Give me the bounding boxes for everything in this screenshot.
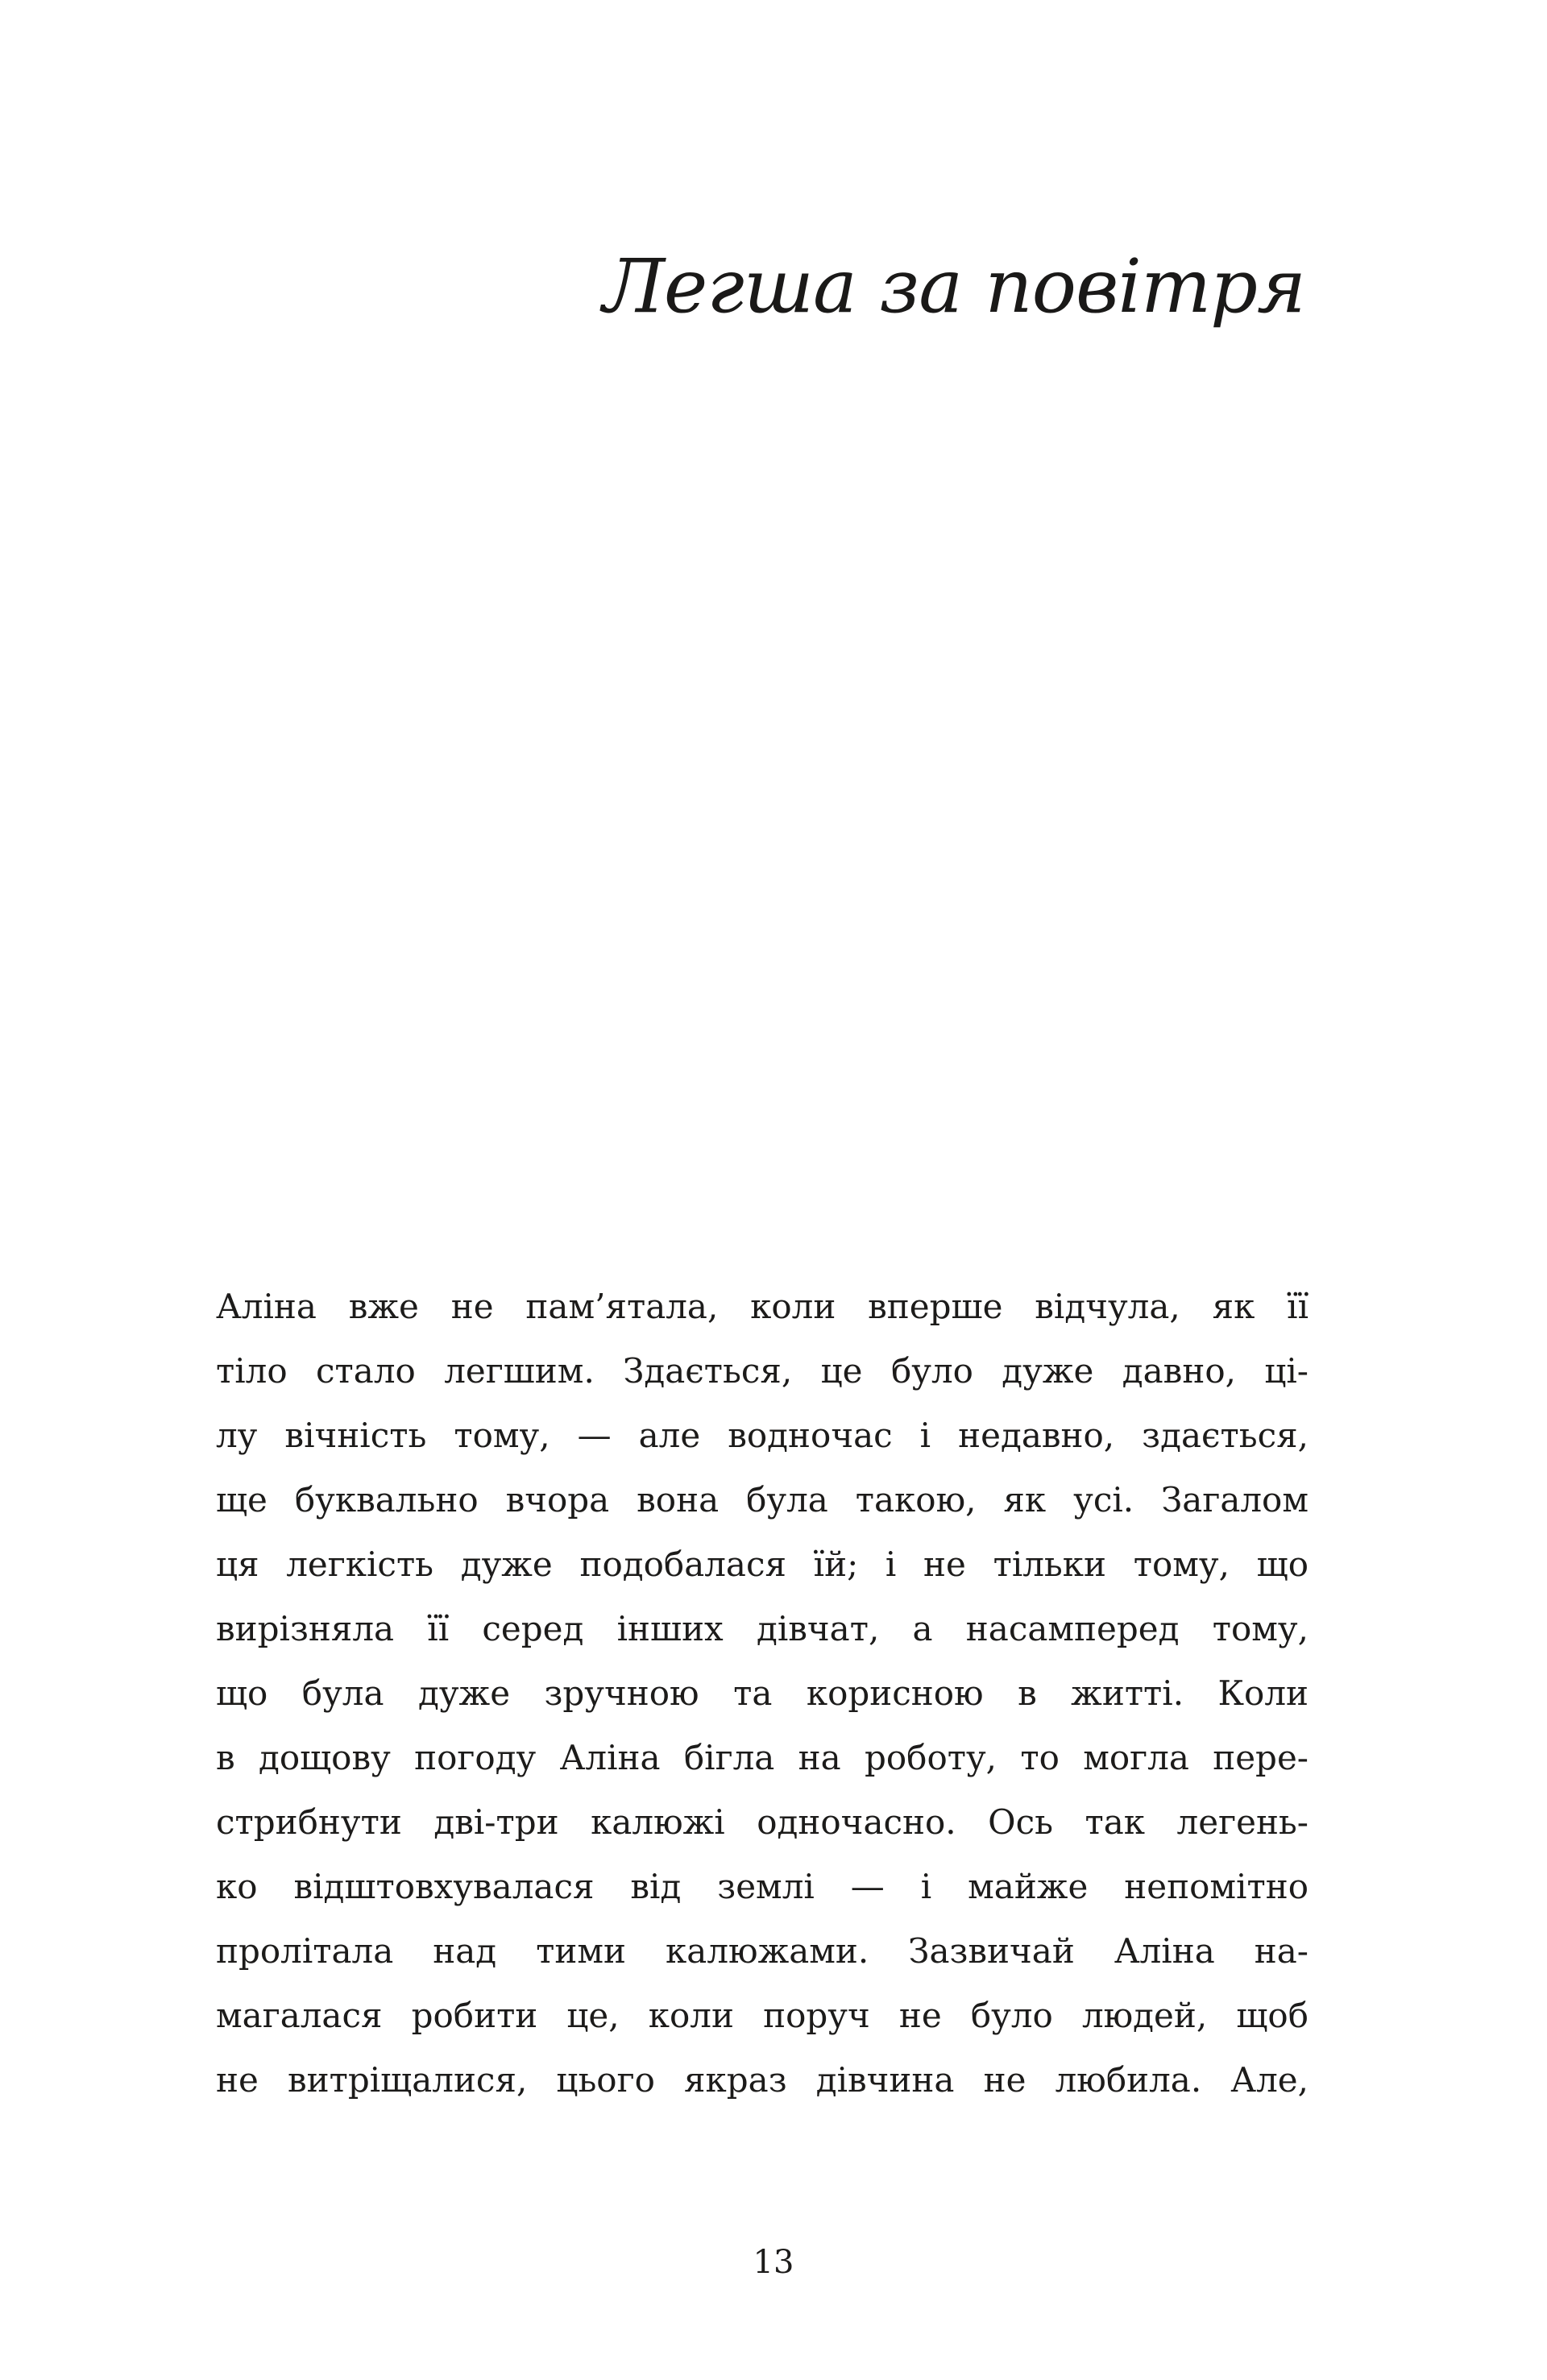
page-number: 13 [753,2244,794,2281]
text-line: ця легкість дуже подобалася їй; і не тільки тому, що [216,1545,1309,1584]
body-paragraph [216,1275,1309,2113]
text-line: не витріщалися, цього якраз дівчина не любила. Але, [216,2060,1309,2100]
text-line: вирізняла її серед інших дівчат, а насамперед тому, [216,1609,1309,1648]
text-line: стрибнути дві-три калюжі одночасно. Ось так легень- [216,1802,1309,1842]
text-line: пролітала над тими калюжами. Зазвичай Аліна на- [216,1931,1309,1971]
text-line: що була дуже зручною та корисною в житті. Коли [216,1673,1309,1713]
text-line: ще буквально вчора вона була такою, як усі. Загалом [216,1480,1309,1520]
text-line: магалася робити це, коли поруч не було людей, щоб [216,1996,1309,2035]
text-line: Аліна вже не пам’ятала, коли вперше відчула, як її [216,1287,1309,1326]
text-line: ко відштовхувалася від землі — і майже непомітно [216,1867,1309,1906]
text-line: лу вічність тому, — але водночас і недавно, здається, [216,1416,1309,1455]
text-line: тіло стало легшим. Здається, це було дуже давно, ці- [216,1351,1309,1391]
text-line: в дощову погоду Аліна бігла на роботу, то могла пере- [216,1738,1309,1777]
chapter-title: Легша за повітря [603,243,1305,330]
